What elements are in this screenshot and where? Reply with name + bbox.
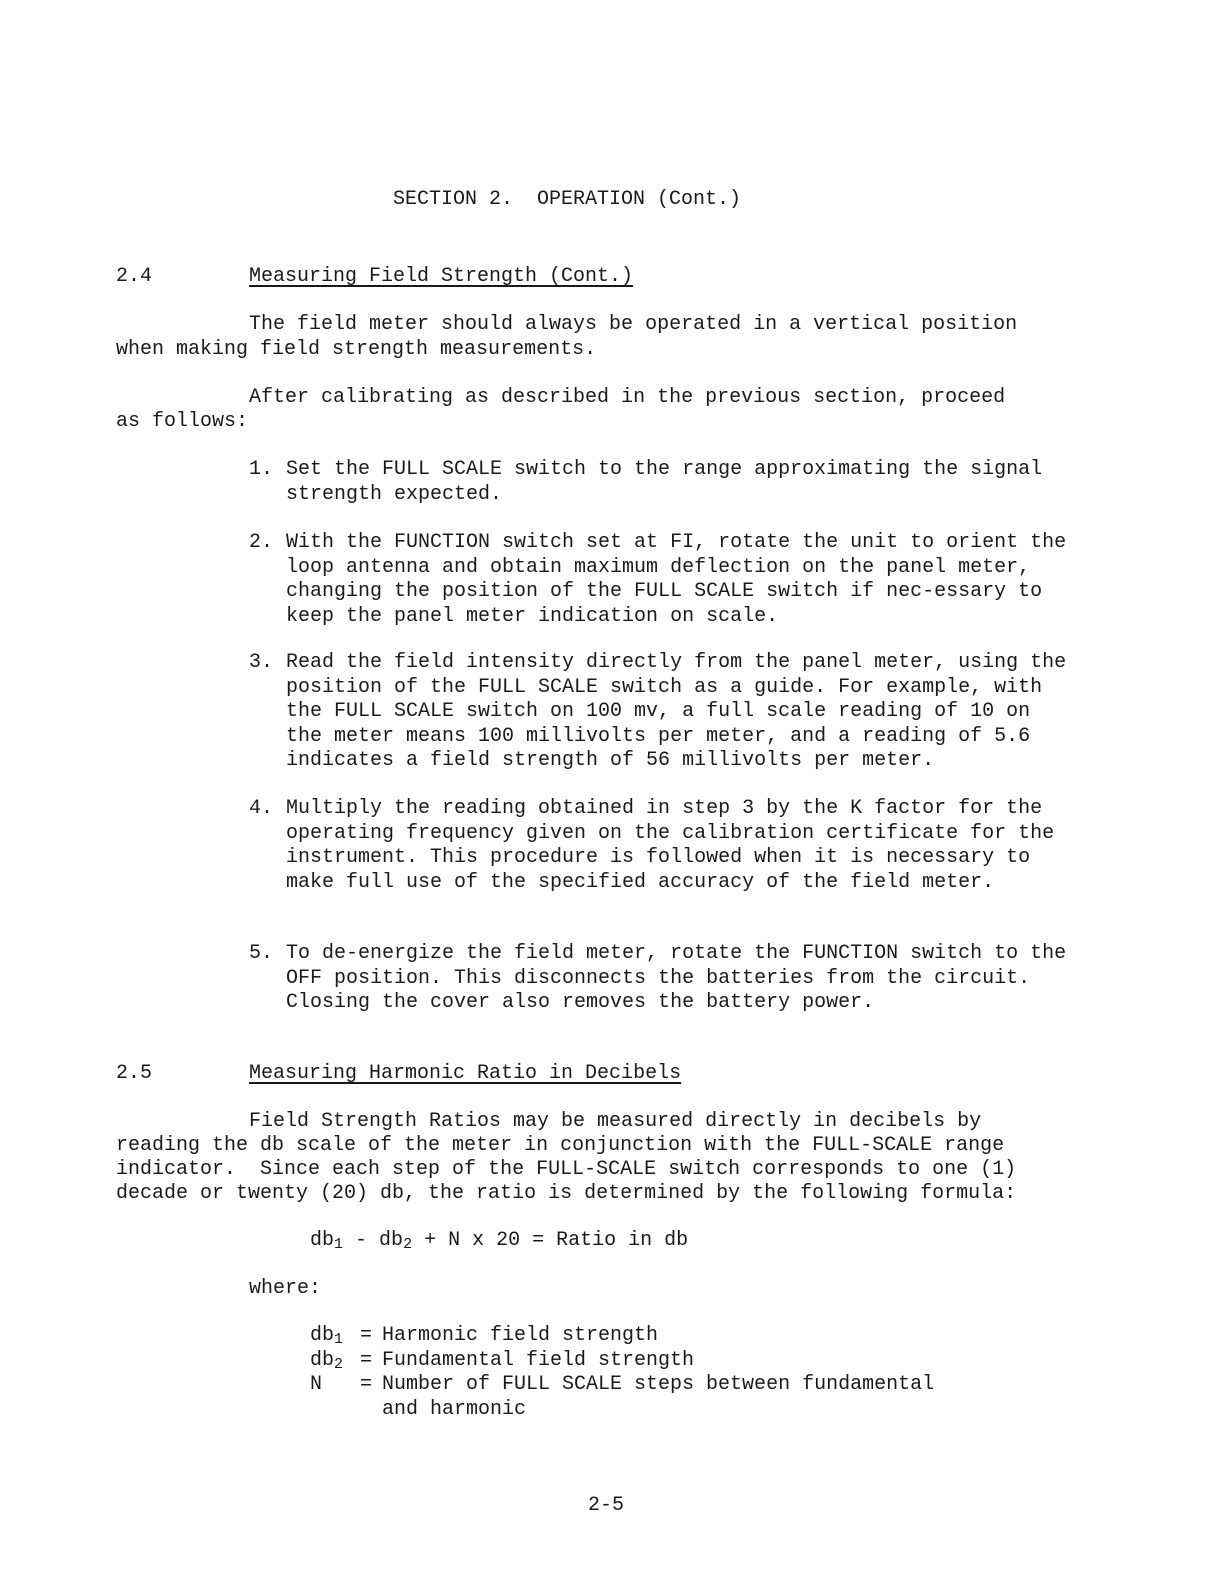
definition-term: $db_2$ <box>310 1348 344 1373</box>
formula-sub1: 1 <box>334 1236 344 1253</box>
para2-line1: After calibrating as described in the previous section, proceed <box>249 386 1006 409</box>
where-label: where: <box>249 1277 322 1300</box>
formula-sub2: 2 <box>403 1236 413 1253</box>
step-number: 3. <box>249 651 274 674</box>
definition-equals: = <box>360 1324 373 1347</box>
formula-db1: db <box>310 1229 335 1252</box>
definition-term: $db_1$ <box>310 1324 344 1348</box>
page-number: 2-5 <box>588 1494 625 1517</box>
para2-line2: as follows: <box>116 410 249 433</box>
section-2-5-number: 2.5 <box>116 1062 153 1085</box>
para1-line1: The field meter should always be operated in a vertical position <box>249 313 1018 336</box>
formula-db2: db <box>379 1229 404 1252</box>
step-text: With the FUNCTION switch set at FI, rotate the unit to orient the loop antenna and obtain maximum deflection on the panel meter, changing the position of the FULL SCALE switch if nec-essary to keep the panel meter indication on scale. <box>286 531 1067 628</box>
formula-rest: + N x 20 = Ratio in db <box>412 1229 689 1252</box>
step-text: To de-energize the field meter, rotate the FUNCTION switch to the OFF position. This disconnects the batteries from the circuit. Closing the cover also removes the battery power. <box>286 942 1067 1014</box>
section-2-5-heading: Measuring Harmonic Ratio in Decibels <box>249 1062 682 1085</box>
definition-text: Harmonic field strength <box>382 1324 659 1347</box>
step-number: 1. <box>249 458 274 481</box>
definition-text: Number of FULL SCALE steps between fundamental and harmonic <box>382 1373 935 1421</box>
para3-line1: Field Strength Ratios may be measured directly in decibels by <box>249 1110 982 1133</box>
section-2-4-heading: Measuring Field Strength (Cont.) <box>249 265 634 288</box>
para3-line3: indicator. Since each step of the FULL-SCALE switch corresponds to one (1) <box>116 1158 1017 1181</box>
definition-text: Fundamental field strength <box>382 1348 695 1372</box>
step-number: 2. <box>249 531 274 554</box>
step-number: 4. <box>249 797 274 820</box>
ratio-formula <box>310 1229 688 1254</box>
section-2-4-number: 2.4 <box>116 265 153 288</box>
definition-equals: = <box>360 1373 373 1396</box>
definition-equals: = <box>360 1348 373 1372</box>
step-number: 5. <box>249 942 274 965</box>
formula-minus: - <box>343 1229 380 1252</box>
section-title: SECTION 2. OPERATION (Cont.) <box>393 188 742 211</box>
para1-line2: when making field strength measurements. <box>116 338 597 361</box>
step-text: Read the field intensity directly from the panel meter, using the position of the FULL SCALE switch as a guide. For example, with the FULL SCALE switch on 100 mv, a full scale reading of 10 on the meter means 100 millivolts per meter, and a reading of 5.6 indicates a field strength of 56 millivolts per meter. <box>286 651 1067 772</box>
para3-line2: reading the db scale of the meter in conjunction with the FULL-SCALE range <box>116 1134 1005 1157</box>
para3-line4: decade or twenty (20) db, the ratio is determined by the following formula: <box>116 1182 1017 1205</box>
step-text: Set the FULL SCALE switch to the range approximating the signal strength expected. <box>286 458 1043 506</box>
definition-term: N <box>310 1373 323 1396</box>
step-text: Multiply the reading obtained in step 3 by the K factor for the operating frequency given on the calibration certificate for the instrument. This procedure is followed when it is necessary to make full use of the specified accuracy of the field meter. <box>286 797 1055 894</box>
